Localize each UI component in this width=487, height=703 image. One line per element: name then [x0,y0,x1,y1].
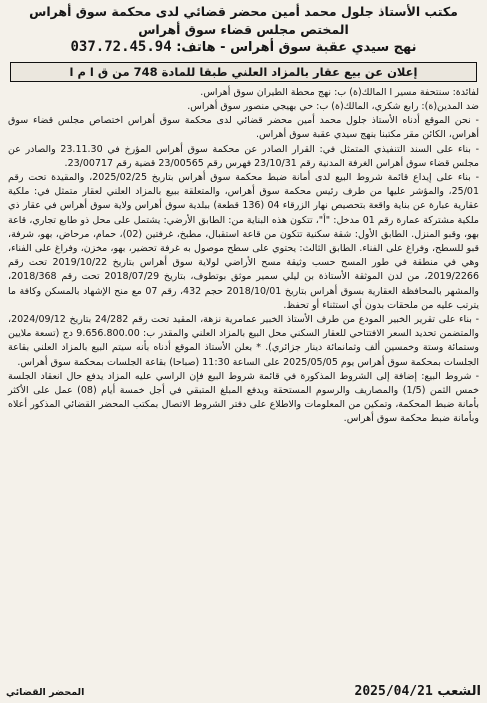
publication-line [355,684,481,699]
paragraph-sale-conditions: - شروط البيع: إضافة إلى الشروط المذكورة في قائمة شروط البيع فإن الراسي عليه المزاد يدفع حال انعقاد الجلسة خمس الثمن (1/5) والمصاريف والرسوم المستحقة ويدفع المبلغ المتبقي في أجل خمسة أيام (08) عمل على الأكثر بأمانة ضبط المحكمة، وتمكين من المعلومات والاطلاع على دفتر الشروط الاتصال بمكتب المحضر القضائي المذكور أعلاه وبأمانة ضبط محكمة سوق أهراس. [8,370,479,425]
notice-footer [6,684,481,699]
address-text: نهج سيدي عقبة سوق أهراس - هاتف: [176,40,417,56]
notice-header [6,4,481,57]
office-name: مكتب الأستاذ جلول محمد أمين محضر قضائي لدى محكمة سوق أهراس [29,4,458,19]
phone-number: 037.72.45.94 [70,39,172,56]
publication-date: 2025/04/21 [354,684,433,699]
paragraph-debtor: ضد المدين(ة): رابع شكري، المالك(ة) ب: حي بهيجي منصور سوق أهراس. [187,100,479,112]
jurisdiction: المختص مجلس قضاء سوق أهراس [138,21,349,37]
notice-title-banner: إعلان عن بيع عقار بالمزاد العلني طبقا للمادة 748 من ق ا م ا [10,62,477,82]
notice-body [6,86,481,427]
paragraph-enforcement-title: - بناء على السند التنفيذي المتمثل في: القرار الصادر عن محكمة سوق أهراس المؤرخ في 23.11.30 والصادر عن مجلس قضاء سوق أهراس الغرفة المدنية رقم 23/10/31 فهرس رقم 23/00565 قضية رقم 23/00717. [8,143,479,169]
publication-name: الشعب [437,684,481,699]
signature-title: المحضر القضائي [6,687,85,698]
paragraph-expert-report: - بناء على تقرير الخبير المودع من طرف الأستاذ الخبير عمامرية نزهة، المقيد تحت رقم 24/282 بتاريخ 2024/09/12، والمتضمن تحديد السعر الافتتاحي للعقار السكني محل البيع بالمزاد العلني والمقدر ب: 9.656.800.00 دج (تسعة ملايين وستمائة وستة وخمسين ألف وثمانمائة دينار جزائري). * بعلن الأستاذ الموقع أدناه بأنه سيتم البيع بالمزاد العلني بقاعة الجلسات بمحكمة سوق أهراس يوم 2025/05/05 على الساعة 11:30 (صباحا) بقاعة الجلسات بمحكمة سوق أهراس. [8,314,479,368]
signature-block [6,686,84,699]
paragraph-property-description: - بناء على إيداع قائمة شروط البيع لدى أمانة ضبط محكمة سوق أهراس بتاريخ 2025/02/25، والمقيدة تحت رقم 25/01، والمؤشر عليها من طرف رئيس محكمة سوق أهراس، والمتعلقة ببيع بالمزاد العلني لعقار متمثل في: ملكية عقارية عبارة عن بناية واقعة بتحصيص نهار الزرقاء 04 (136 قطعة) ببلدية سوق أهراس ولاية سوق أهراس في عقار ذي ملكية مشتركة عمارة رقم 01 مدخل: "أ"، تتكون هذه البناية من: الطابق الأرضي: يشتمل على محل ذو طابع تجاري، قاعة بهو، وقبو المنزل. الطابق الأول: شقة سكنية تتكون من قاعة استقبال، مطبخ، غرفتين (02)، حمام، مرحاض، بهو، شرفة، قبو للسطح، وفراغ على الفناء. الطابق الثالث: يحتوي على سطح موصول به غرفة تحضير، بهو، مخزن، وفراغ على الفناء، وهي في منطقة في طور المسح حسب وثيقة مسح الأراضي لولاية سوق أهراس بتاريخ 2019/10/22 تحت رقم 2019/2266، من لدن الموثقة الأستاذة بن ليلي سمير موثق بوتطوف، بتاريخ 2018/07/29 تحت رقم 2018/368، والمشهر بالمحافظة العقارية بسوق أهراس بتاريخ 2018/10/01 حجم 432، رقم 07 مع منح الإشهاد بالمسكن وكافة ما يترتب عليه من ملحقات بدون أي استثناء أو تحفظ. [8,171,480,311]
paragraph-beneficiary: لفائدة: سنتحفة مسير ا المالك(ة) ب: نهج محطة الطيران سوق أهراس. [200,86,479,98]
office-address [6,39,481,57]
paragraph-bailiff: - نحن الموقع أدناه الأستاذ جلول محمد أمين محضر قضائي لدى محكمة سوق أهراس اختصاص مجلس قضاء سوق أهراس، الكائن مقر مكتبنا بنهج سيدي عقبة سوق أهراس. [8,115,479,141]
